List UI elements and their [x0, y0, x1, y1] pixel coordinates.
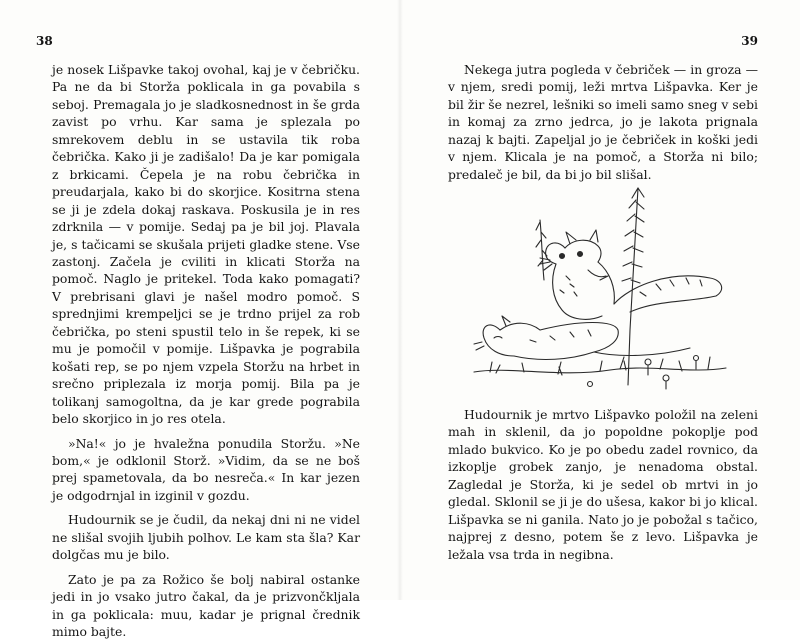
left-page-text	[52, 61, 360, 641]
left-page	[0, 0, 400, 640]
paragraph: Hudournik se je čudil, da nekaj dni ni ne videl ne slišal svojih ljubih polhov. Le kam sta šla? Kar dolgčas mu je bilo.	[52, 512, 360, 563]
paragraph: je nosek Lišpavke takoj ovohal, kaj je v čebričku. Pa ne da bi Storža poklicala in ga povabila s seboj. Premagala jo je sladkosnednost in še grda zavist po vrhu. Kar sama je splezala po smrekovem deblu in se ustavila tik roba čebrička. Kako ji je zadišalo! Da je kar pomigala z brkicami. Čepela je na robu čebrička in preudarjala, kako bi do skorjice. Kositrna stena se ji je zdela dokaj raskava. Poskusila je in res zdrknila — v pomije. Sedaj pa je bil joj. Plavala je, s tačicami se skušala prijeti gladke stene. Vse zastonj. Začela je cviliti in klicati Storža na pomoč. Naglo je pritekel. Toda kako pomagati? V prebrisani glavi je našel modro pomoč. S sprednjimi krempeljci se je trdno prijel za rob čebrička, po steni spustil telo in še repek, ki se mu je pomočil v pomije. Lišpavka je pograbila košati rep, se po njem vzpela Storžu na hrbet in srečno priplezala iz morja pomij. Bila pa je tolikanj samogoltna, da je kar grede pograbila belo skorjico in jo res otela.	[52, 62, 360, 427]
paragraph: »Na!« jo je hvaležna ponudila Storžu. »Ne bom,« je odklonil Storž. »Vidim, da se ne boš prej spametovala, da bo nesreča.« In kar jezen je odgodrnjal in izginil v gozdu.	[52, 435, 360, 503]
page-number-left: 38	[36, 34, 53, 48]
page-number-right: 39	[741, 34, 758, 48]
paragraph: Zato je pa za Rožico še bolj nabiral ostanke jedi in jo vsako jutro čakal, da je prizvončkljala in ga poklicala: muu, kadar je prignal črednik mimo bajte.	[52, 571, 360, 640]
right-page-text-bottom	[448, 406, 758, 563]
paragraph: Hudournik je mrtvo Lišpavko položil na zeleni mah in sklenil, da jo popoldne pokoplje pod mlado bukvico. Ko je po obedu zadel rovnico, da izkoplje grobek zanjo, je nenadoma obstal. Zagledal je Storža, ki je sedel ob mrtvi in jo gledal. Sklonil se ji je do ušesa, kakor bi jo klical. Lišpavka se ni ganila. Nato jo je pobožal s tačico, najprej z desno, potem še z levo. Lišpavka je ležala vsa trda in negibna.	[448, 407, 758, 562]
dormouse-illustration	[470, 180, 730, 395]
right-page-text-top	[448, 61, 758, 183]
paragraph: Nekega jutra pogleda v čebriček — in groza — v njem, sredi pomij, leži mrtva Lišpavka. Ker je bil žir še nezrel, lešniki so imeli samo sneg v sebi in komaj za zrno jedrca, jo je lakota prignala nazaj k bajti. Zapeljal jo je čebriček in koški jedi v njem. Klicala je na pomoč, a Storža ni bilo; predaleč je bil, da bi jo bil slišal.	[448, 62, 758, 182]
